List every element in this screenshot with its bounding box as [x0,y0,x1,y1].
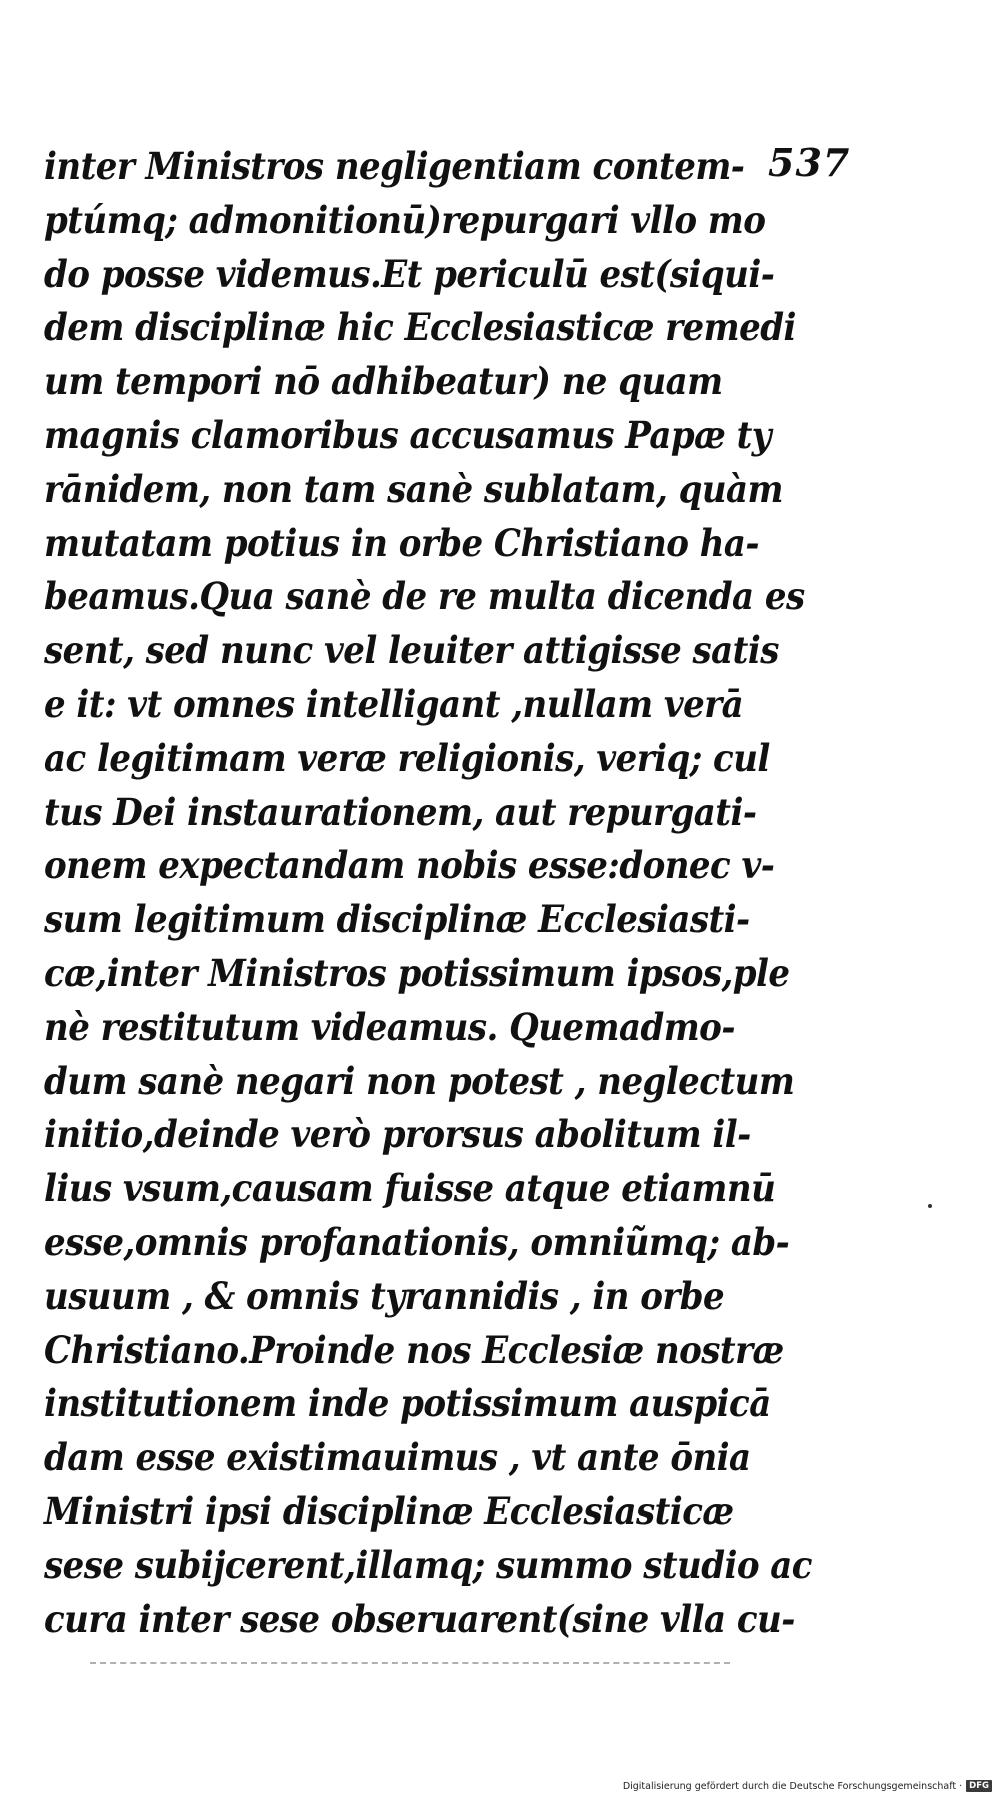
text-line: nè restitutum videamus. Quemadmo- [44,1004,735,1049]
text-line: esse,omnis profanationis, omniũmq; ab- [44,1219,790,1264]
text-line: onem expectandam nobis esse:donec v- [44,843,775,888]
text-line: dem disciplinæ hic Ecclesiasticæ remedi [44,305,796,350]
page-number: 537 [768,140,851,185]
text-line: cura inter sese obseruarent(sine vlla cu- [44,1596,795,1641]
text-line: sent, sed nunc vel leuiter attigisse satis [44,628,779,673]
text-line: cæ,inter Ministros potissimum ipsos,ple [44,950,790,995]
text-line: dam esse existimauimus , vt ante ōnia [44,1435,751,1480]
text-line: sese subijcerent,illamq; summo studio ac [44,1542,812,1587]
text-line: ac legitimam veræ religionis, veriq; cul [44,735,770,780]
dfg-logo-icon: DFG [966,1780,992,1792]
text-line: dum sanè negari non potest , neglectum [44,1058,795,1103]
text-line: Christiano.Proinde nos Ecclesiæ nostræ [44,1327,784,1372]
text-line: magnis clamoribus accusamus Papæ ty [44,412,771,457]
text-line: usuum , & omnis tyrannidis , in orbe [44,1273,725,1318]
text-line: sum legitimum disciplinæ Ecclesiasti- [44,897,750,942]
text-line: lius vsum,causam fuisse atque etiamnū [44,1166,776,1211]
text-line: do posse videmus.Et periculū est(siqui- [44,251,775,296]
text-line: e it: vt omnes intelligant ,nullam verā [44,681,744,726]
text-line: mutatam potius in orbe Christiano ha- [44,520,759,565]
text-line: Ministri ipsi disciplinæ Ecclesiasticæ [44,1488,734,1533]
stray-ink-mark [928,1204,932,1208]
text-line: inter Ministros negligentiam contem- [44,144,745,188]
digitization-footer [623,1780,992,1792]
footer-credit: Digitalisierung gefördert durch die Deutsche Forschungsgemeinschaft · [622,1780,963,1792]
text-line: beamus.Qua sanè de re multa dicenda es [44,574,805,619]
text-line: tus Dei instaurationem, aut repurgati- [44,789,757,834]
text-line: initio,deinde verò prorsus abolitum il- [44,1112,751,1157]
text-line: um tempori nō adhibeatur) ne quam [44,359,723,404]
bleed-through-rule [90,1662,730,1664]
text-line: rānidem, non tam sanè sublatam, quàm [44,466,783,511]
text-line: institutionem inde potissimum auspicā [44,1381,771,1426]
text-line: ptúmq; admonitionū)repurgari vllo mo [44,197,766,242]
